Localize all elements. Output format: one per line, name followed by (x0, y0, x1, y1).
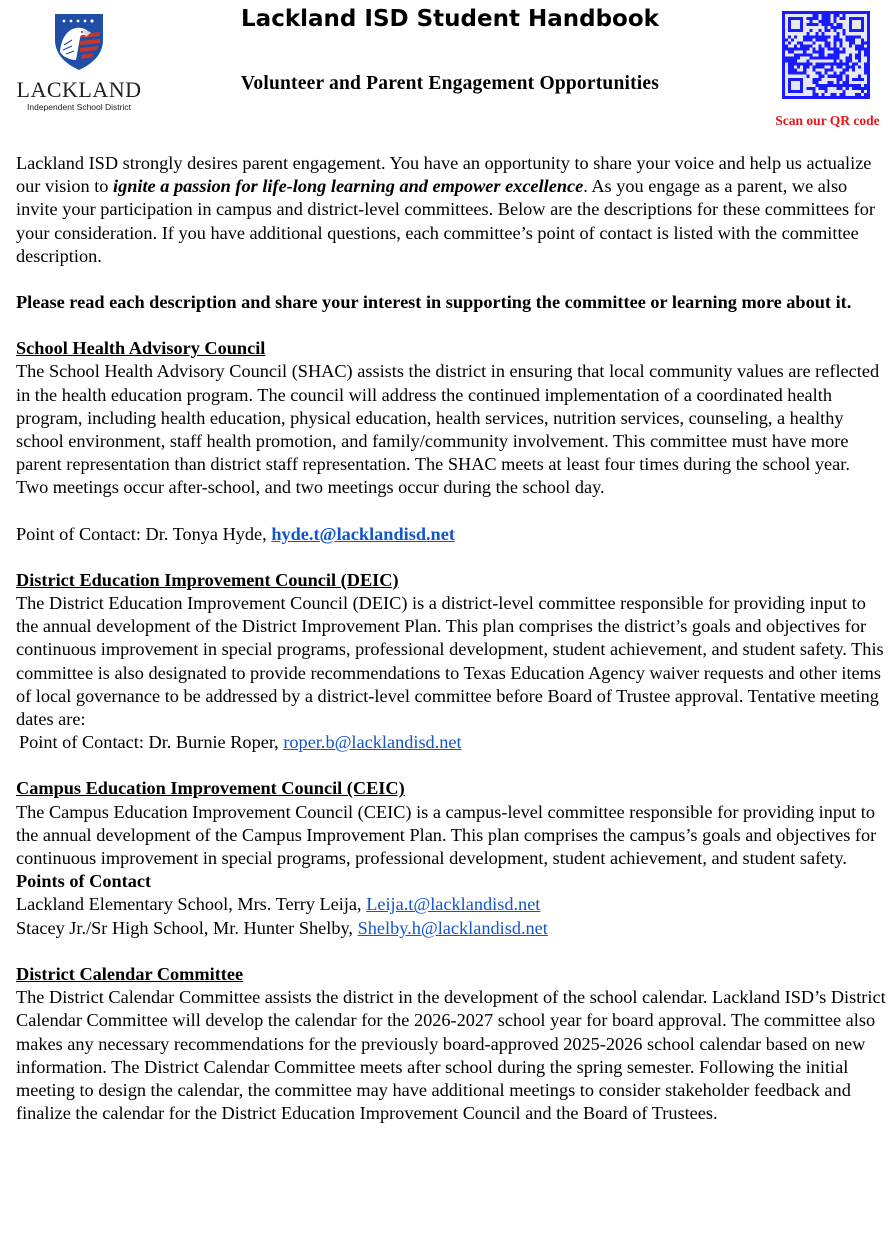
point-of-contact (16, 893, 886, 916)
section-heading: District Calendar Committee (16, 963, 244, 984)
contact-label: Point of Contact: Dr. Tonya Hyde, (16, 523, 272, 544)
section-heading: Campus Education Improvement Council (CEIC) (16, 778, 405, 799)
contact-email-link[interactable]: Shelby.h@lacklandisd.net (357, 917, 548, 938)
section-description: The Campus Education Improvement Council (CEIC) is a campus-level committee responsible for providing input to the annual development of the Campus Improvement Plan. This plan comprises the campus’s goals and objectives for continuous improvement in special programs, professional development, student achievement, and student safety. (16, 801, 877, 869)
contact-label: Point of Contact: Dr. Burnie Roper, (19, 732, 284, 753)
contact-email-link[interactable]: roper.b@lacklandisd.net (283, 732, 462, 753)
qr-code-label: Scan our QR code (775, 113, 880, 128)
intro-text: Lackland ISD strongly desires parent engagement. You have an opportunity to share your voice and help us actualize our vision to (16, 153, 872, 197)
contact-email-link[interactable]: Leija.t@lacklandisd.net (366, 894, 541, 915)
section-ceic (16, 777, 886, 939)
call-to-action: Please read each description and share your interest in supporting the committee or learning more about it. (16, 292, 852, 313)
intro-paragraph (16, 152, 886, 268)
contact-email-link[interactable]: hyde.t@lacklandisd.net (271, 523, 455, 544)
section-description: The District Calendar Committee assists the district in the development of the school calendar. Lackland ISD’s District Calendar Committee will develop the calendar for the 2026-2027 school year for board approval. The committee also makes any necessary recommendations for the previously board-approved 2025-2026 school calendar based on new information. The District Calendar Committee meets after school during the spring semester. Following the initial meeting to design the calendar, the committee may have additional meetings to consider stakeholder feedback and finalize the calendar for the District Education Improvement Council and the Board of Trustees. (16, 987, 886, 1124)
document-body (16, 152, 886, 1125)
point-of-contact (16, 731, 886, 754)
contacts-heading: Points of Contact (16, 871, 152, 892)
section-description: The School Health Advisory Council (SHAC) assists the district in ensuring that local community values are reflected in the health education program. The council will address the continued implementation of a coordinated health program, including health education, physical education, health services, nutrition services, counseling, a healthy school environment, staff health promotion, and family/community involvement. This committee must have more parent representation than district staff representation. The SHAC meets at least four times during the school year. Two meetings occur after-school, and two meetings occur during the school day. (16, 361, 880, 498)
eagle-shield-logo-icon (52, 10, 106, 72)
section-heading: District Education Improvement Council (DEIC) (16, 569, 399, 590)
section-description: The District Education Improvement Council (DEIC) is a district-level committee responsible for providing input to the annual development of the District Improvement Plan. This plan comprises the district’s goals and objectives for continuous improvement in special programs, professional development, student achievement, and student safety. This committee is also designated to provide recommendations to Texas Education Agency waiver requests and other items of local governance to be addressed by a district-level committee before Board of Trustee approval. Tentative meeting dates are: (16, 593, 884, 730)
vision-statement: ignite a passion for life-long learning and empower excellence (113, 176, 584, 197)
logo-wordmark: LACKLAND (16, 77, 142, 102)
section-calendar (16, 963, 886, 1125)
point-of-contact (16, 523, 886, 546)
section-heading: School Health Advisory Council (16, 338, 266, 359)
contact-label: Stacey Jr./Sr High School, Mr. Hunter Shelby, (16, 917, 358, 938)
page-title: Lackland ISD Student Handbook (241, 6, 659, 32)
page-subtitle: Volunteer and Parent Engagement Opportunities (240, 73, 660, 94)
qr-code-icon[interactable] (782, 10, 870, 100)
logo-subtitle: Independent School District (27, 102, 131, 112)
district-logo (14, 10, 144, 112)
point-of-contact (16, 917, 886, 940)
section-shac (16, 337, 886, 546)
section-deic (16, 569, 886, 755)
intro-text-continued: . As you engage as a parent, we also invite your participation in campus and district-level committees. Below are the descriptions for these committees for your consideration. If you have additional questions, each committee’s point of contact is listed with the committee description. (16, 176, 875, 266)
contact-label: Lackland Elementary School, Mrs. Terry Leija, (16, 894, 367, 915)
